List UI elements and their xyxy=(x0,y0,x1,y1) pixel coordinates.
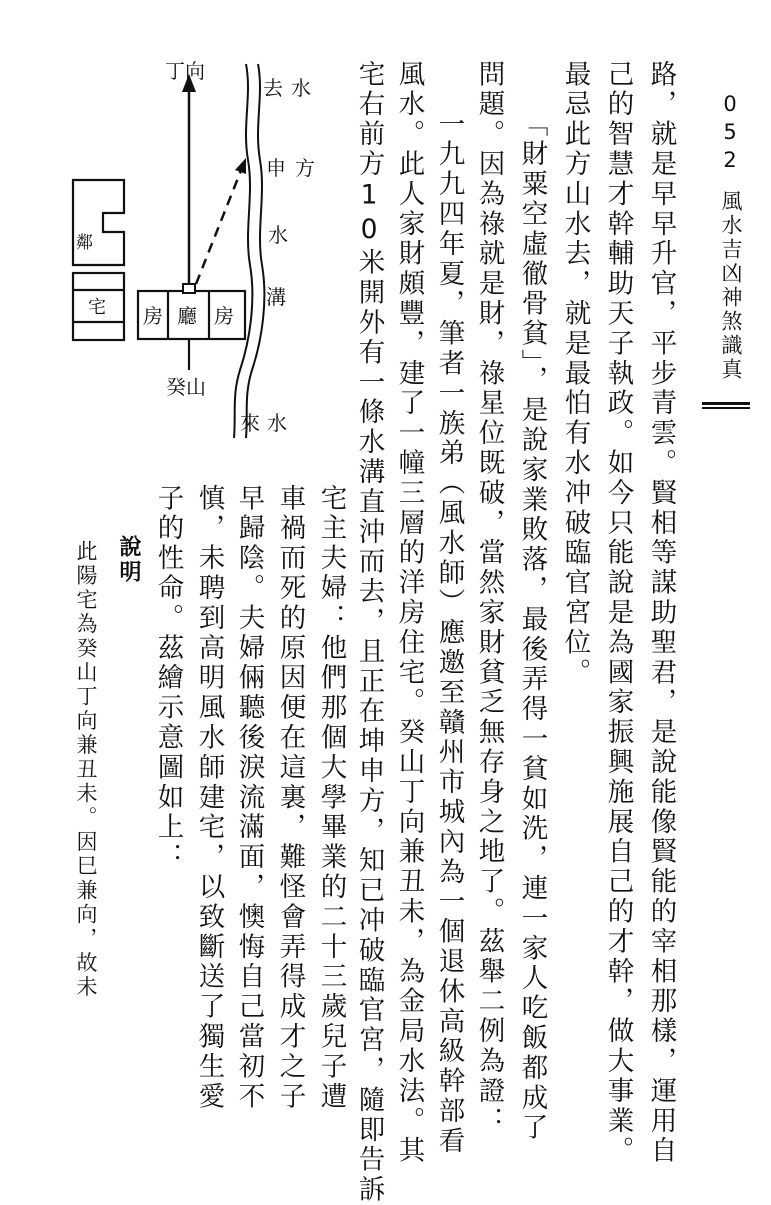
house-gate xyxy=(183,284,195,293)
body-column-8: 宅右前方10米開外有一條水溝直沖而去，且正在坤申方，知已冲破臨官宮，隨即告訴 xyxy=(353,60,385,1205)
lai-shui-label: 水 xyxy=(267,411,287,435)
right-room-label: 房 xyxy=(214,304,234,328)
body-column-7: 風水。此人家財頗豐，建了一幢三層的洋房住宅。癸山丁向兼丑未，為金局水法。其 xyxy=(393,60,425,1167)
body-column-4: 「財粟空虛徹骨貧」，是說家業敗落，最後弄得一貧如洗，連一家人吃飯都成了 xyxy=(516,110,548,1144)
body-column-2: 己的智慧才幹輔助天子執政。如今只能說是為國家振興施展自己的才幹，做大事業。 xyxy=(602,60,634,1167)
body-column-1: 路，就是早早升官，平步青雲。賢相等謀助聖君，是說能像賢能的宰相那樣，運用自 xyxy=(645,60,677,1167)
neighbor-label: 鄰 xyxy=(76,233,93,253)
hall-label: 廳 xyxy=(177,304,197,328)
lower-column-2: 車禍而死的原因便在這裏，難怪會弄得成才之子 xyxy=(274,484,306,1112)
stream-gou-label: 溝 xyxy=(266,285,286,309)
lai-label: 來 xyxy=(240,411,260,435)
dashed-arrow-head-icon xyxy=(235,158,246,174)
body-column-6: 一九九四年夏，筆者一族弟（風水師）應邀至贛州市城內為一個退休高級幹部看 xyxy=(433,110,465,1157)
left-room-label: 房 xyxy=(143,304,163,328)
qu-label: 去 xyxy=(263,76,283,100)
page-number: 052 xyxy=(718,92,742,176)
body-column-5: 問題。因為祿就是財，祿星位既破，當然家財貧乏無存身之地了。茲舉二例為證： xyxy=(473,60,505,1137)
lower-column-1: 宅主夫婦：他們那個大學畢業的二十三歲兒子遭 xyxy=(315,484,347,1112)
shen-label: 申 xyxy=(266,156,286,180)
explanation-heading: 說明 xyxy=(116,535,141,585)
running-title: 風水吉凶神煞識真 xyxy=(719,190,743,382)
gui-mountain-label: 癸山 xyxy=(166,375,206,399)
residence-label: 宅 xyxy=(88,297,106,318)
lower-column-3: 早歸陰。夫婦倆聽後淚流滿面，懊悔自己當初不 xyxy=(233,484,265,1112)
ding-direction-label: 丁向 xyxy=(165,59,205,83)
water-flow-dashed-arrow xyxy=(196,168,242,284)
lower-column-5: 子的性命。茲繪示意圖如上： xyxy=(152,484,184,873)
stream-water-label: 水 xyxy=(268,223,288,247)
qu-shui-label: 水 xyxy=(291,76,311,100)
explanation-text: 此陽宅為癸山丁向兼丑未。因巳兼向，故未 xyxy=(74,540,98,1000)
fang-label: 方 xyxy=(295,156,315,180)
lower-column-4: 慎，未聘到高明風水師建宅，以致斷送了獨生愛 xyxy=(193,484,225,1112)
body-column-3: 最忌此方山水去，就是最怕有水冲破臨官宮位。 xyxy=(559,60,591,688)
